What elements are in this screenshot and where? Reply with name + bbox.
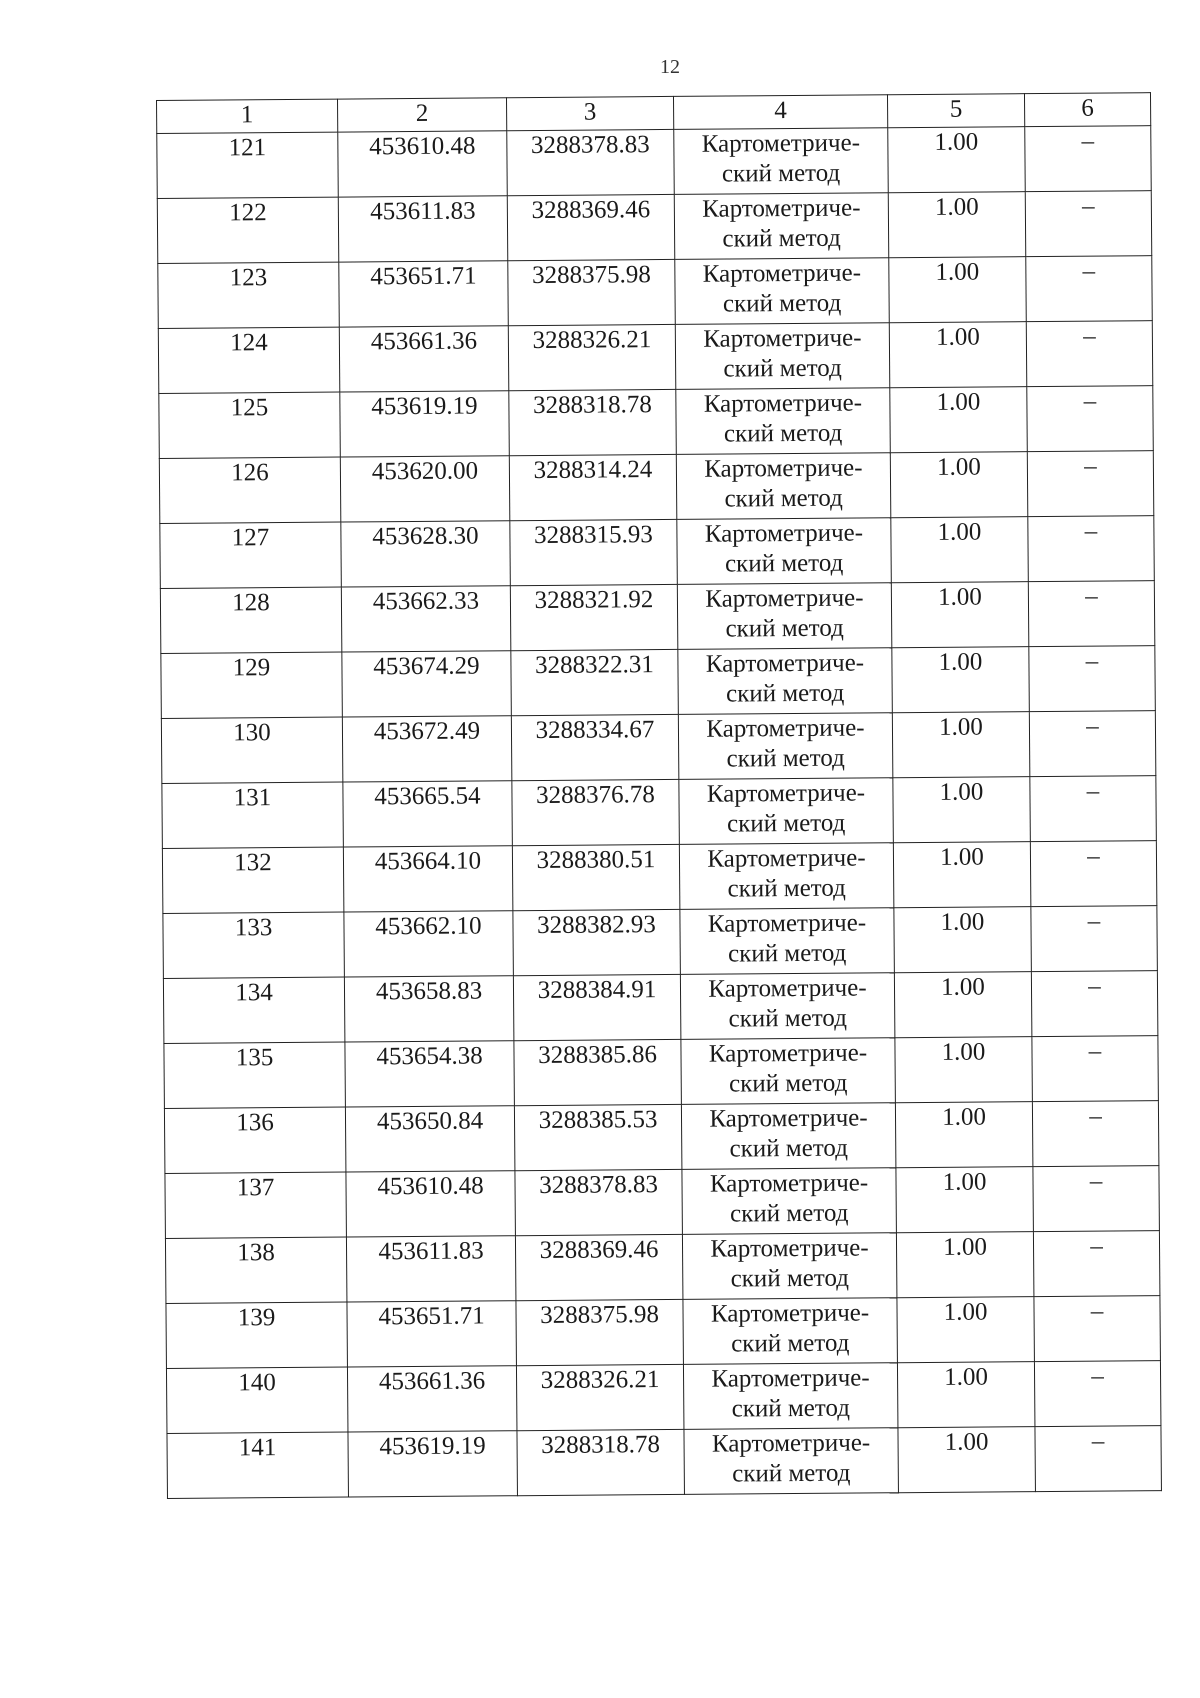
note-cell: – xyxy=(1030,841,1157,907)
point-number-cell: 141 xyxy=(167,1432,349,1498)
method-line-1: Картометриче- xyxy=(710,1234,869,1263)
note-cell: – xyxy=(1034,1361,1161,1427)
precision-cell: 1.00 xyxy=(894,972,1032,1038)
method-cell xyxy=(678,713,893,780)
table-row xyxy=(164,1101,1158,1174)
x-coordinate-cell: 453672.49 xyxy=(342,716,512,782)
method-line-2: ский метод xyxy=(730,1264,850,1293)
y-coordinate-cell: 3288321.92 xyxy=(510,584,678,650)
y-coordinate-cell: 3288334.67 xyxy=(511,714,679,780)
precision-cell: 1.00 xyxy=(896,1167,1034,1233)
method-line-2: ский метод xyxy=(725,614,844,643)
method-cell xyxy=(682,1168,897,1235)
table-row xyxy=(167,1426,1161,1499)
method-line-2: ский метод xyxy=(722,224,841,253)
method-line-2: ский метод xyxy=(723,419,843,448)
method-cell xyxy=(676,453,891,520)
precision-cell: 1.00 xyxy=(898,1427,1036,1493)
note-cell: – xyxy=(1033,1166,1160,1232)
point-number-cell: 125 xyxy=(159,392,341,458)
x-coordinate-cell: 453619.19 xyxy=(348,1431,518,1497)
point-number-cell: 136 xyxy=(164,1107,346,1173)
note-cell: – xyxy=(1028,516,1155,582)
table-row xyxy=(159,451,1153,524)
y-coordinate-cell: 3288380.51 xyxy=(512,844,680,910)
x-coordinate-cell: 453620.00 xyxy=(340,456,510,522)
method-cell xyxy=(679,843,894,910)
precision-cell: 1.00 xyxy=(893,777,1031,843)
method-line-2: ский метод xyxy=(721,159,841,188)
method-cell xyxy=(679,778,894,845)
precision-cell: 1.00 xyxy=(897,1297,1035,1363)
note-cell: – xyxy=(1032,1036,1159,1102)
point-number-cell: 128 xyxy=(160,587,342,653)
point-number-cell: 130 xyxy=(161,717,343,783)
method-line-1: Картометриче- xyxy=(705,649,865,678)
y-coordinate-cell: 3288375.98 xyxy=(508,259,676,325)
x-coordinate-cell: 453610.48 xyxy=(346,1171,516,1237)
x-coordinate-cell: 453611.83 xyxy=(346,1236,516,1302)
precision-cell: 1.00 xyxy=(895,1037,1033,1103)
x-coordinate-cell: 453619.19 xyxy=(340,391,510,457)
method-line-2: ский метод xyxy=(729,1134,848,1163)
precision-cell: 1.00 xyxy=(897,1362,1035,1428)
point-number-cell: 126 xyxy=(159,457,341,523)
method-cell xyxy=(680,908,895,975)
table-row xyxy=(163,971,1157,1044)
table-row xyxy=(164,1036,1158,1109)
note-cell: – xyxy=(1027,386,1154,452)
method-line-1: Картометриче- xyxy=(705,584,864,613)
method-cell xyxy=(674,193,889,260)
note-cell: – xyxy=(1034,1296,1161,1362)
note-cell: – xyxy=(1026,321,1153,387)
method-cell xyxy=(677,518,892,585)
method-line-1: Картометриче- xyxy=(706,714,865,743)
point-number-cell: 137 xyxy=(165,1172,347,1238)
x-coordinate-cell: 453662.33 xyxy=(341,586,511,652)
method-cell xyxy=(683,1363,898,1430)
method-cell xyxy=(681,1103,896,1170)
column-header-3: 3 xyxy=(506,96,673,130)
method-line-2: ский метод xyxy=(731,1329,850,1358)
y-coordinate-cell: 3288385.53 xyxy=(514,1104,682,1170)
y-coordinate-cell: 3288369.46 xyxy=(515,1234,683,1300)
point-number-cell: 122 xyxy=(157,197,339,263)
x-coordinate-cell: 453662.10 xyxy=(344,911,514,977)
table-body xyxy=(157,126,1162,1499)
method-line-2: ский метод xyxy=(727,874,846,903)
table-row xyxy=(160,581,1154,654)
method-line-1: Картометриче- xyxy=(711,1364,870,1393)
x-coordinate-cell: 453665.54 xyxy=(343,781,513,847)
method-line-1: Картометриче- xyxy=(711,1429,871,1458)
point-number-cell: 134 xyxy=(163,977,345,1043)
note-cell: – xyxy=(1031,906,1158,972)
column-header-2: 2 xyxy=(337,98,506,132)
y-coordinate-cell: 3288382.93 xyxy=(513,909,681,975)
coordinates-table xyxy=(156,92,1162,1499)
method-line-1: Картометриче- xyxy=(701,129,861,158)
method-cell xyxy=(683,1298,898,1365)
x-coordinate-cell: 453658.83 xyxy=(344,976,514,1042)
point-number-cell: 127 xyxy=(160,522,342,588)
method-line-1: Картометриче- xyxy=(704,454,863,483)
method-line-2: ский метод xyxy=(726,744,845,773)
method-line-2: ский метод xyxy=(725,679,845,708)
table-row xyxy=(157,191,1151,264)
y-coordinate-cell: 3288318.78 xyxy=(517,1429,685,1495)
method-line-1: Картометриче- xyxy=(708,974,867,1003)
precision-cell: 1.00 xyxy=(895,1102,1033,1168)
method-line-2: ский метод xyxy=(726,809,846,838)
x-coordinate-cell: 453674.29 xyxy=(342,651,512,717)
point-number-cell: 124 xyxy=(158,327,340,393)
y-coordinate-cell: 3288318.78 xyxy=(509,389,677,455)
method-line-1: Картометриче- xyxy=(708,1039,868,1068)
precision-cell: 1.00 xyxy=(893,842,1031,908)
point-number-cell: 140 xyxy=(166,1367,348,1433)
method-line-2: ский метод xyxy=(723,354,842,383)
method-line-2: ский метод xyxy=(724,484,843,513)
y-coordinate-cell: 3288322.31 xyxy=(511,649,679,715)
x-coordinate-cell: 453651.71 xyxy=(339,261,509,327)
method-line-2: ский метод xyxy=(728,1069,848,1098)
y-coordinate-cell: 3288378.83 xyxy=(515,1169,683,1235)
method-cell xyxy=(676,388,891,455)
precision-cell: 1.00 xyxy=(889,322,1027,388)
method-line-2: ский метод xyxy=(730,1199,849,1228)
y-coordinate-cell: 3288384.91 xyxy=(513,974,681,1040)
method-cell xyxy=(681,1038,896,1105)
table-row xyxy=(158,321,1152,394)
x-coordinate-cell: 453651.71 xyxy=(347,1301,517,1367)
point-number-cell: 135 xyxy=(164,1042,346,1108)
precision-cell: 1.00 xyxy=(891,582,1029,648)
column-header-6: 6 xyxy=(1024,93,1150,127)
precision-cell: 1.00 xyxy=(890,387,1028,453)
note-cell: – xyxy=(1027,451,1154,517)
point-number-cell: 121 xyxy=(157,132,339,198)
y-coordinate-cell: 3288326.21 xyxy=(516,1364,684,1430)
point-number-cell: 139 xyxy=(166,1302,348,1368)
method-line-1: Картометриче- xyxy=(707,844,866,873)
method-line-2: ский метод xyxy=(732,1459,851,1488)
precision-cell: 1.00 xyxy=(891,517,1029,583)
y-coordinate-cell: 3288375.98 xyxy=(516,1299,684,1365)
method-line-1: Картометриче- xyxy=(706,779,866,808)
y-coordinate-cell: 3288369.46 xyxy=(507,194,675,260)
table-row xyxy=(165,1231,1159,1304)
table-row xyxy=(159,386,1153,459)
point-number-cell: 129 xyxy=(161,652,343,718)
x-coordinate-cell: 453661.36 xyxy=(347,1366,517,1432)
x-coordinate-cell: 453610.48 xyxy=(338,131,508,197)
method-line-2: ский метод xyxy=(727,939,847,968)
precision-cell: 1.00 xyxy=(890,452,1028,518)
coordinates-table-container xyxy=(156,92,1161,1499)
column-header-5: 5 xyxy=(887,94,1024,128)
note-cell: – xyxy=(1025,191,1152,257)
x-coordinate-cell: 453611.83 xyxy=(338,196,508,262)
method-cell xyxy=(682,1233,897,1300)
note-cell: – xyxy=(1031,971,1158,1037)
table-row xyxy=(158,256,1152,329)
note-cell: – xyxy=(1025,126,1152,192)
precision-cell: 1.00 xyxy=(892,647,1030,713)
x-coordinate-cell: 453628.30 xyxy=(341,521,511,587)
method-line-1: Картометриче- xyxy=(709,1104,868,1133)
table-row xyxy=(165,1166,1159,1239)
y-coordinate-cell: 3288315.93 xyxy=(510,519,678,585)
method-line-2: ский метод xyxy=(724,549,844,578)
page-number: 12 xyxy=(660,56,680,78)
y-coordinate-cell: 3288376.78 xyxy=(512,779,680,845)
precision-cell: 1.00 xyxy=(889,257,1027,323)
method-line-1: Картометриче- xyxy=(707,909,867,938)
method-line-1: Картометриче- xyxy=(710,1299,870,1328)
method-line-1: Картометриче- xyxy=(702,194,861,223)
method-cell xyxy=(675,258,890,325)
x-coordinate-cell: 453664.10 xyxy=(343,846,513,912)
note-cell: – xyxy=(1032,1101,1159,1167)
point-number-cell: 131 xyxy=(162,782,344,848)
note-cell: – xyxy=(1028,581,1155,647)
precision-cell: 1.00 xyxy=(894,907,1032,973)
method-line-2: ский метод xyxy=(722,289,842,318)
method-cell xyxy=(678,648,893,715)
method-cell xyxy=(677,583,892,650)
table-row xyxy=(166,1361,1160,1434)
method-line-1: Картометриче- xyxy=(702,259,862,288)
y-coordinate-cell: 3288385.86 xyxy=(514,1039,682,1105)
note-cell: – xyxy=(1030,776,1157,842)
y-coordinate-cell: 3288326.21 xyxy=(508,324,676,390)
note-cell: – xyxy=(1026,256,1153,322)
method-cell xyxy=(674,128,889,195)
column-header-4: 4 xyxy=(673,95,887,130)
note-cell: – xyxy=(1035,1426,1162,1492)
x-coordinate-cell: 453661.36 xyxy=(339,326,509,392)
note-cell: – xyxy=(1033,1231,1160,1297)
table-row xyxy=(161,646,1155,719)
table-row xyxy=(166,1296,1160,1369)
point-number-cell: 138 xyxy=(165,1237,347,1303)
y-coordinate-cell: 3288378.83 xyxy=(507,129,675,195)
method-line-1: Картометриче- xyxy=(703,389,863,418)
column-header-1: 1 xyxy=(157,99,338,133)
method-cell xyxy=(684,1428,899,1495)
note-cell: – xyxy=(1029,711,1156,777)
table-row xyxy=(163,906,1157,979)
x-coordinate-cell: 453650.84 xyxy=(345,1106,515,1172)
table-row xyxy=(162,776,1156,849)
note-cell: – xyxy=(1029,646,1156,712)
method-line-2: ский метод xyxy=(731,1394,851,1423)
y-coordinate-cell: 3288314.24 xyxy=(509,454,677,520)
precision-cell: 1.00 xyxy=(896,1232,1034,1298)
method-cell xyxy=(680,973,895,1040)
precision-cell: 1.00 xyxy=(892,712,1030,778)
x-coordinate-cell: 453654.38 xyxy=(345,1041,515,1107)
method-line-1: Картометриче- xyxy=(709,1169,869,1198)
point-number-cell: 123 xyxy=(158,262,340,328)
table-row xyxy=(161,711,1155,784)
point-number-cell: 133 xyxy=(163,912,345,978)
table-row xyxy=(160,516,1154,589)
precision-cell: 1.00 xyxy=(888,192,1026,258)
point-number-cell: 132 xyxy=(162,847,344,913)
method-line-1: Картометриче- xyxy=(704,519,864,548)
precision-cell: 1.00 xyxy=(888,127,1026,193)
method-line-2: ский метод xyxy=(728,1004,847,1033)
table-row xyxy=(157,126,1151,199)
method-line-1: Картометриче- xyxy=(703,324,862,353)
method-cell xyxy=(675,323,890,390)
table-row xyxy=(162,841,1156,914)
